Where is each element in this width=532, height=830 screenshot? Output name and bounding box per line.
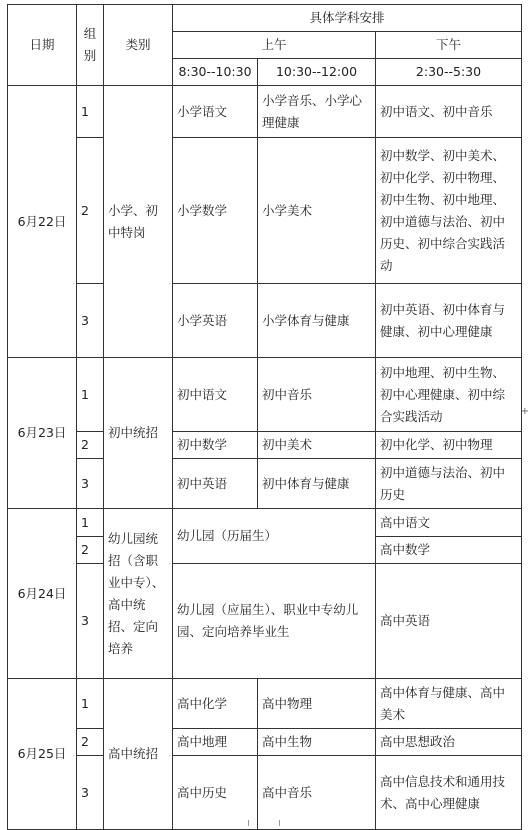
subject-cell: 高中物理 xyxy=(258,679,376,729)
header-category: 类别 xyxy=(104,5,173,86)
date-cell: 6月24日 xyxy=(8,509,77,679)
table-row xyxy=(8,564,522,679)
subject-cell: 高中思想政治 xyxy=(376,729,522,756)
subject-cell: 初中道德与法治、初中历史 xyxy=(376,459,522,509)
subject-cell: 初中英语 xyxy=(173,459,258,509)
date-cell: 6月23日 xyxy=(8,358,77,509)
subject-cell: 初中音乐 xyxy=(258,358,376,432)
table-row xyxy=(8,432,522,459)
category-cell: 小学、初中特岗 xyxy=(104,86,173,358)
group-cell: 1 xyxy=(77,679,104,729)
subject-cell: 高中生物 xyxy=(258,729,376,756)
header-arrangement: 具体学科安排 xyxy=(173,5,522,32)
subject-cell: 初中化学、初中物理 xyxy=(376,432,522,459)
table-row xyxy=(8,509,522,537)
category-cell: 幼儿园统招（含职业中专）、高中统招、定向培养 xyxy=(104,509,173,679)
table-row xyxy=(8,86,522,138)
subject-cell: 小学数学 xyxy=(173,138,258,284)
table-row xyxy=(8,284,522,358)
subject-cell: 初中体育与健康 xyxy=(258,459,376,509)
header-time-2: 10:30--12:00 xyxy=(258,59,376,86)
header-time-3: 2:30--5:30 xyxy=(376,59,522,86)
category-cell: 初中统招 xyxy=(104,358,173,509)
subject-cell: 初中数学 xyxy=(173,432,258,459)
subject-cell: 高中数学 xyxy=(376,537,522,564)
morning-merged-cell: 幼儿园（历届生） xyxy=(173,509,376,564)
group-cell: 1 xyxy=(77,86,104,138)
subject-cell: 小学语文 xyxy=(173,86,258,138)
table-row xyxy=(8,358,522,432)
subject-cell: 高中化学 xyxy=(173,679,258,729)
header-group: 组别 xyxy=(77,5,104,86)
subject-cell: 高中语文 xyxy=(376,509,522,537)
subject-cell: 小学美术 xyxy=(258,138,376,284)
subject-cell: 小学音乐、小学心理健康 xyxy=(258,86,376,138)
subject-cell: 小学英语 xyxy=(173,284,258,358)
header-afternoon: 下午 xyxy=(376,32,522,59)
subject-cell: 小学体育与健康 xyxy=(258,284,376,358)
subject-cell: 初中数学、初中美术、初中化学、初中物理、初中生物、初中地理、初中道德与法治、初中历史、初中综合实践活动 xyxy=(376,138,522,284)
subject-cell: 高中历史 xyxy=(173,756,258,830)
group-cell: 3 xyxy=(77,564,104,679)
header-morning: 上午 xyxy=(173,32,376,59)
date-cell: 6月22日 xyxy=(8,86,77,358)
group-cell: 2 xyxy=(77,138,104,284)
group-cell: 2 xyxy=(77,537,104,564)
group-cell: 3 xyxy=(77,756,104,830)
group-cell: 1 xyxy=(77,509,104,537)
group-cell: 2 xyxy=(77,729,104,756)
header-time-1: 8:30--10:30 xyxy=(173,59,258,86)
table-row xyxy=(8,756,522,830)
table-row xyxy=(8,459,522,509)
subject-cell: 高中信息技术和通用技术、高中心理健康 xyxy=(376,756,522,830)
morning-merged-cell: 幼儿园（应届生）、职业中专幼儿园、定向培养毕业生 xyxy=(173,564,376,679)
subject-cell: 初中英语、初中体育与健康、初中心理健康 xyxy=(376,284,522,358)
subject-cell: 高中体育与健康、高中美术 xyxy=(376,679,522,729)
table-resize-handle[interactable]: + xyxy=(520,406,529,417)
subject-cell: 初中语文、初中音乐 xyxy=(376,86,522,138)
subject-cell: 高中英语 xyxy=(376,564,522,679)
subject-cell: 初中语文 xyxy=(173,358,258,432)
subject-cell: 初中美术 xyxy=(258,432,376,459)
subject-cell: 高中音乐 xyxy=(258,756,376,830)
group-cell: 2 xyxy=(77,432,104,459)
page-footer-mark xyxy=(248,820,280,826)
subject-cell: 初中地理、初中生物、初中心理健康、初中综合实践活动 xyxy=(376,358,522,432)
exam-schedule-table xyxy=(7,4,522,830)
category-cell: 高中统招 xyxy=(104,679,173,830)
group-cell: 1 xyxy=(77,358,104,432)
group-cell: 3 xyxy=(77,284,104,358)
table-row xyxy=(8,729,522,756)
group-cell: 3 xyxy=(77,459,104,509)
header-date: 日期 xyxy=(8,5,77,86)
date-cell: 6月25日 xyxy=(8,679,77,830)
table-row xyxy=(8,138,522,284)
subject-cell: 高中地理 xyxy=(173,729,258,756)
table-row xyxy=(8,679,522,729)
